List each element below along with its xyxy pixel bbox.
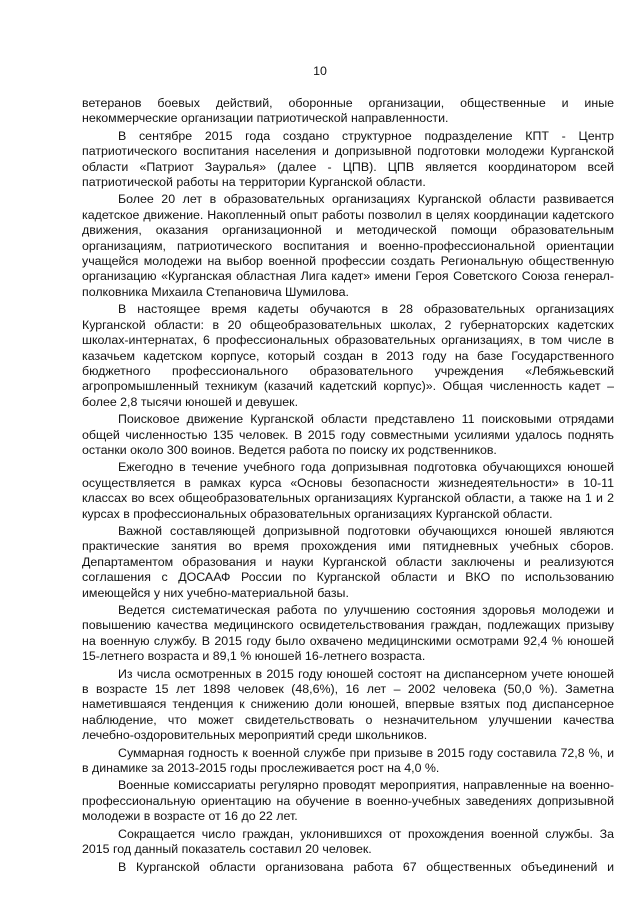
paragraph: Сокращается число граждан, уклонившихся от прохождения военной службы. За 2015 год данный показатель составил 20 человек.	[82, 826, 614, 857]
paragraph: ветеранов боевых действий, оборонные организации, общественные и иные некоммерческие организации патриотической направленности.	[82, 96, 614, 126]
paragraph: Военные комиссариаты регулярно проводят мероприятия, направленные на военно-профессиональную ориентацию на обучение в военно-учебных заведениях допризывной молодежи в возрасте от 16 до 22 лет.	[82, 778, 614, 824]
paragraph: Поисковое движение Курганской области представлено 11 поисковыми отрядами общей численностью 135 человек. В 2015 году совместными усилиями удалось поднять останки около 300 воинов. Ведется работа по поиску их родственников.	[82, 412, 614, 457]
paragraph: В Курганской области организована работа 67 общественных объединений и	[118, 859, 614, 874]
paragraph: Важной составляющей допризывной подготовки обучающихся юношей являются практические занятия во время прохождения ими пятидневных учебных сборов. Департаментом образования и науки Курганской области заключены и реализуются соглашения с ДОСААФ России по Курганской области и ВКО по использованию имеющейся у них учебно-материальной базы.	[82, 523, 614, 600]
paragraph: Суммарная годность к военной службе при призыве в 2015 году составила 72,8 %, и в динамике за 2013-2015 годы прослеживается рост на 4,0 %.	[82, 745, 614, 776]
paragraph: Ведется систематическая работа по улучшению состояния здоровья молодежи и повышению качества медицинского освидетельствования граждан, подлежащих призыву на военную службу. В 2015 году было охвачено медицинскими осмотрами 92,4 % юношей 15-летнего возраста и 89,1 % юношей 16-летнего возраста.	[82, 603, 614, 664]
paragraph: В настоящее время кадеты обучаются в 28 образовательных организациях Курганской области: в 20 общеобразовательных школах, 2 губернаторских кадетских школах-интернатах, 6 профессиональных образовательных организациях, в том числе в казачьем кадетском корпусе, который создан в 2013 году на базе Государственного бюджетного профессионального образовательного учреждения «Лебяжьевский агропромышленный техникум (казачий кадетский корпус)». Общая численность кадет – более 2,8 тысячи юношей и девушек.	[82, 302, 614, 409]
paragraph: Ежегодно в течение учебного года допризывная подготовка обучающихся юношей осуществляется в рамках курса «Основы безопасности жизнедеятельности» в 10-11 классах во всех общеобразовательных организациях Курганской области, а также на 1 и 2 курсах в профессиональных образовательных организациях Курганской области.	[82, 460, 614, 521]
body-text	[82, 96, 614, 877]
paragraph: Из числа осмотренных в 2015 году юношей состоят на диспансерном учете юношей в возрасте 15 лет 1898 человек (48,6%), 16 лет – 2002 человека (50,0 %). Заметна наметившаяся тенденция к снижению доли юношей, впервые взятых под диспансерное наблюдение, что может свидетельствовать о незначительном улучшении качества лечебно-оздоровительных мероприятий среди школьников.	[82, 666, 614, 743]
paragraph: Более 20 лет в образовательных организациях Курганской области развивается кадетское движение. Накопленный опыт работы позволил в целях координации кадетского движения, оказания организационной и методической помощи образовательным организациям, патриотического воспитания и военно-профессиональной ориентации учащейся молодежи на выбор военной профессии создать Региональную общественную организацию «Курганская областная Лига кадет» имени Героя Советского Союза генерал-полковника Михаила Степановича Шумилова.	[82, 192, 614, 299]
page-number: 10	[313, 64, 327, 78]
paragraph: В сентябре 2015 года создано структурное подразделение КПТ - Центр патриотического воспитания населения и допризывной подготовки молодежи Курганской области «Патриот Зауралья» (далее - ЦПВ). ЦПВ является координатором всей патриотической работы на территории Курганской области.	[82, 128, 614, 190]
